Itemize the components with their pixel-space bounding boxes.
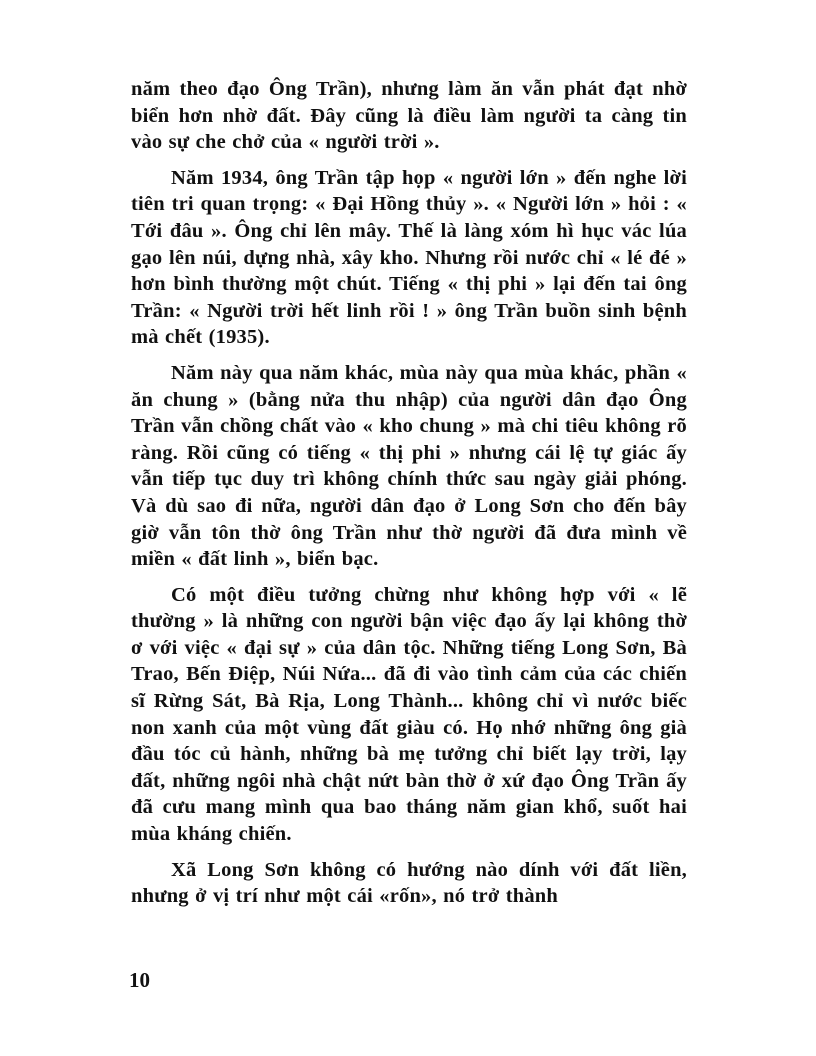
page-number: 10 [129, 968, 150, 992]
paragraph-common-store: Năm này qua năm khác, mùa này qua mùa khác, phần « ăn chung » (bằng nửa thu nhập) của người dân đạo Ông Trần vẫn chồng chất vào « kho chung » mà chi tiêu không rõ ràng. Rồi cũng có tiếng « thị phi » nhưng cái lệ tự giác ấy vẫn tiếp tục duy trì không chính thức sau ngày giải phóng. Và dù sao đi nữa, người dân đạo ở Long Sơn cho đến bây giờ vẫn tôn thờ ông Trần như thờ người đã đưa mình về miền « đất linh », biển bạc. [131, 361, 687, 571]
text-column [131, 76, 687, 910]
paragraph-1934-prophecy: Năm 1934, ông Trần tập họp « người lớn » đến nghe lời tiên tri quan trọng: « Đại Hồng thủy ». « Người lớn » hỏi : « Tới đâu ». Ông chỉ lên mây. Thế là làng xóm hì hục vác lúa gạo lên núi, dựng nhà, xây kho. Nhưng rồi nước chỉ « lé đé » hơn bình thường một chút. Tiếng « thị phi » lại đến tai ông Trần: « Người trời hết linh rồi ! » ông Trần buồn sinh bệnh mà chết (1935). [131, 166, 687, 349]
paragraph-continuation: năm theo đạo Ông Trần), nhưng làm ăn vẫn phát đạt nhờ biển hơn nhờ đất. Đây cũng là điều làm người ta càng tin vào sự che chở của « người trời ». [131, 78, 687, 154]
paragraph-long-son-location: Xã Long Sơn không có hướng nào dính với đất liền, nhưng ở vị trí như một cái «rốn», nó trở thành [131, 858, 687, 908]
paragraph-national-affairs: Có một điều tưởng chừng như không hợp với « lẽ thường » là những con người bận việc đạo ấy lại không thờ ơ với việc « đại sự » của dân tộc. Những tiếng Long Sơn, Bà Trao, Bến Điệp, Núi Nứa... đã đi vào tình cảm của các chiến sĩ Rừng Sát, Bà Rịa, Long Thành... không chỉ vì nước biếc non xanh của một vùng đất giàu có. Họ nhớ những ông già đầu tóc củ hành, những bà mẹ tưởng chỉ biết lạy trời, lạy đất, những ngôi nhà chật nứt bàn thờ ở xứ đạo Ông Trần ấy đã cưu mang mình qua bao tháng năm gian khổ, suốt hai mùa kháng chiến. [131, 583, 687, 846]
